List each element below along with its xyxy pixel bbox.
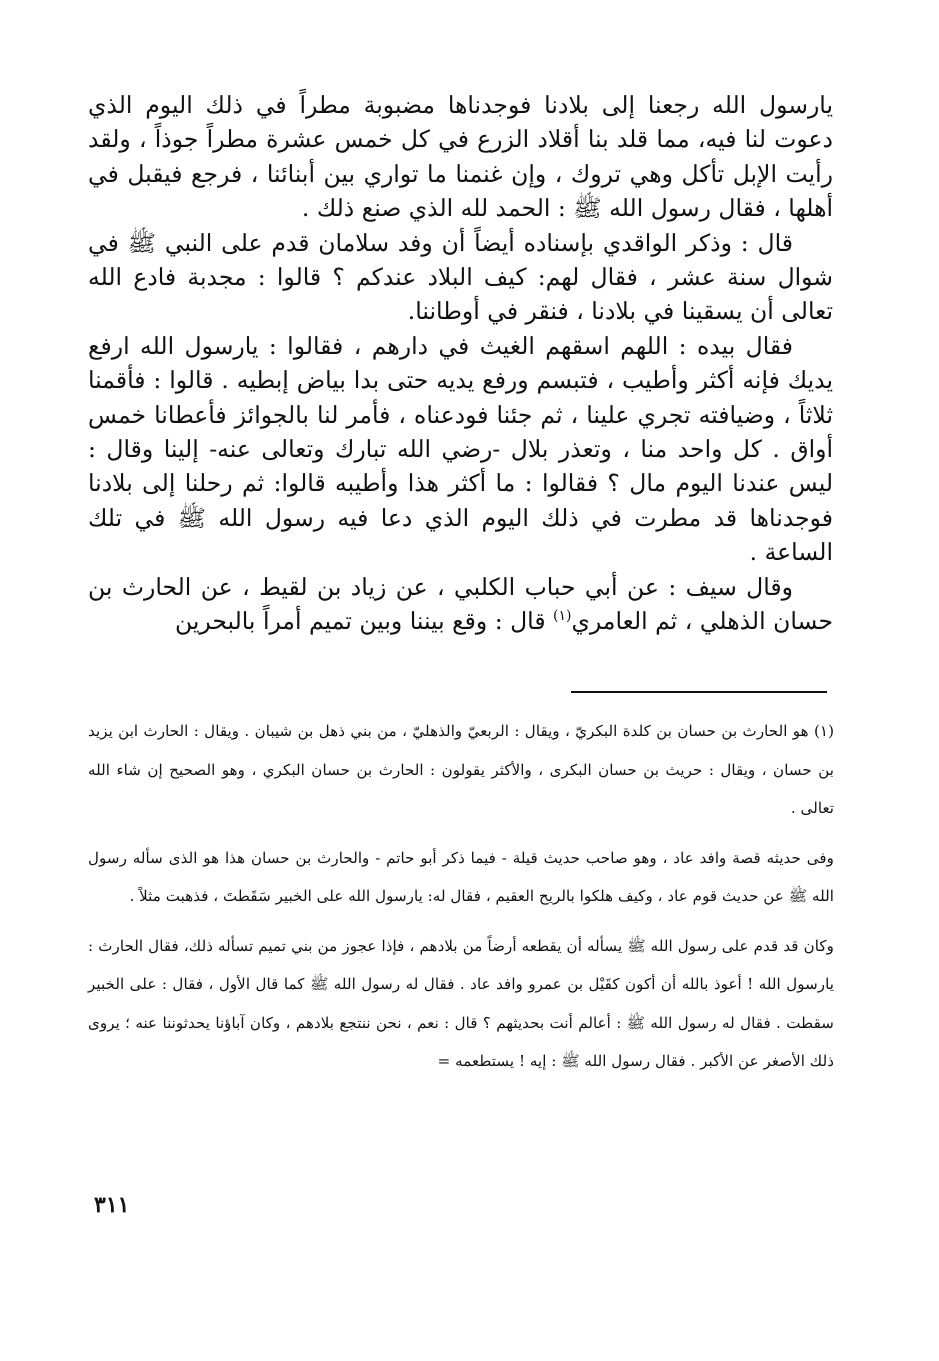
footnote-paragraph: وكان قد قدم على رسول الله ﷺ يسأله أن يقطعه أرضاً من بلادهم ، فإذا عجوز من بني تميم تسأله ذلك، فقال الحارث : يارسول الله ! أعوذ بالله أن أكون كقَيْل بن عمرو وافد عاد . فقال له رسول الله ﷺ كما قال الأول ، فقال : على الخبير سقطت . فقال له رسول الله ﷺ : أعالم أنت بحديثهم ؟ قال : نعم ، نحن ننتجع بلادهم ، وكان آباؤنا يحدثوننا عنه ؛ يروى ذلك الأصغر عن الأكبر . فقال رسول الله ﷺ : إيه ! يستطعمه = (88, 936, 834, 1070)
main-paragraph-part: قال : وقع بيننا وبين تميم أمراً بالبحرين (174, 607, 546, 636)
main-paragraph: قال : وذكر الواقدي بإسناده أيضاً أن وفد سلامان قدم على النبي ﷺ في شوال سنة عشر ، فقال لهم: كيف البلاد عندكم ؟ قالوا : مجدبة فادع الله تعالى أن يسقينا في بلادنا ، فنقر في أوطاننا. (88, 228, 833, 326)
footnote-paragraph: (١) هو الحارث بن حسان بن كلدة البكريّ ، ويقال : الربعيّ والذهليّ ، من بني ذهل بن شيبان . ويقال : الحارث ابن يزيد بن حسان ، ويقال : حريث بن حسان البكرى ، والأكثر يقولون : الحارث بن حسان البكري ، وهو الصحيح إن شاء الله تعالى . (88, 722, 834, 817)
main-paragraph: فقال بيده : اللهم اسقهم الغيث في دارهم ، فقالوا : يارسول الله ارفع يديك فإنه أكثر وأطيب ، فتبسم ورفع يديه حتى بدا بياض إبطيه . قالوا : فأقمنا ثلاثاً ، وضيافته تجري علينا ، ثم جئنا فودعناه ، فأمر لنا بالجوائز فأعطانا خمس أواق . كل واحد منا ، وتعذر بلال -رضي الله تبارك وتعالى عنه- إلينا وقال : ليس عندنا اليوم مال ؟ فقالوا : ما أكثر هذا وأطيبه قالوا: ثم رحلنا إلى بلادنا فوجدناها قد مطرت في ذلك اليوم الذي دعا فيه رسول الله ﷺ في تلك الساعة . (88, 331, 833, 567)
main-paragraph-with-footnote (88, 570, 833, 639)
main-paragraph: يارسول الله رجعنا إلى بلادنا فوجدناها مضبوبة مطراً في ذلك اليوم الذي دعوت لنا فيه، مما قلد بنا أقلاد الزرع في كل خمس عشرة مطراً جوذاً ، ولقد رأيت الإبل تأكل وهي تروك ، وإن غنمنا ما تواري بين أبنائنا ، فرجع فيقبل في أهلها ، فقال رسول الله ﷺ : الحمد لله الذي صنع ذلك . (88, 91, 833, 223)
footnote-separator-line (571, 691, 827, 693)
footnotes-section (88, 712, 834, 1081)
main-text-body (88, 88, 833, 639)
page-number: ٣١١ (94, 1192, 130, 1218)
footnote-reference-marker[interactable]: (١) (553, 608, 572, 625)
footnote-paragraph: وفى حديثه قصة وافد عاد ، وهو صاحب حديث قيلة - فيما ذكر أبو حاتم - والحارث بن حسان هذا هو الذى سأله رسول الله ﷺ عن حديث قوم عاد ، وكيف هلكوا بالريح العقيم ، فقال له: يارسول الله على الخبير سَقَطتَ ، فذهبت مثلاً . (88, 848, 834, 905)
main-paragraph-part: وقال سيف : عن أبي حباب الكلبي ، عن زياد بن لقيط ، عن الحارث بن حسان الذهلي ، ثم العامري (88, 572, 833, 636)
